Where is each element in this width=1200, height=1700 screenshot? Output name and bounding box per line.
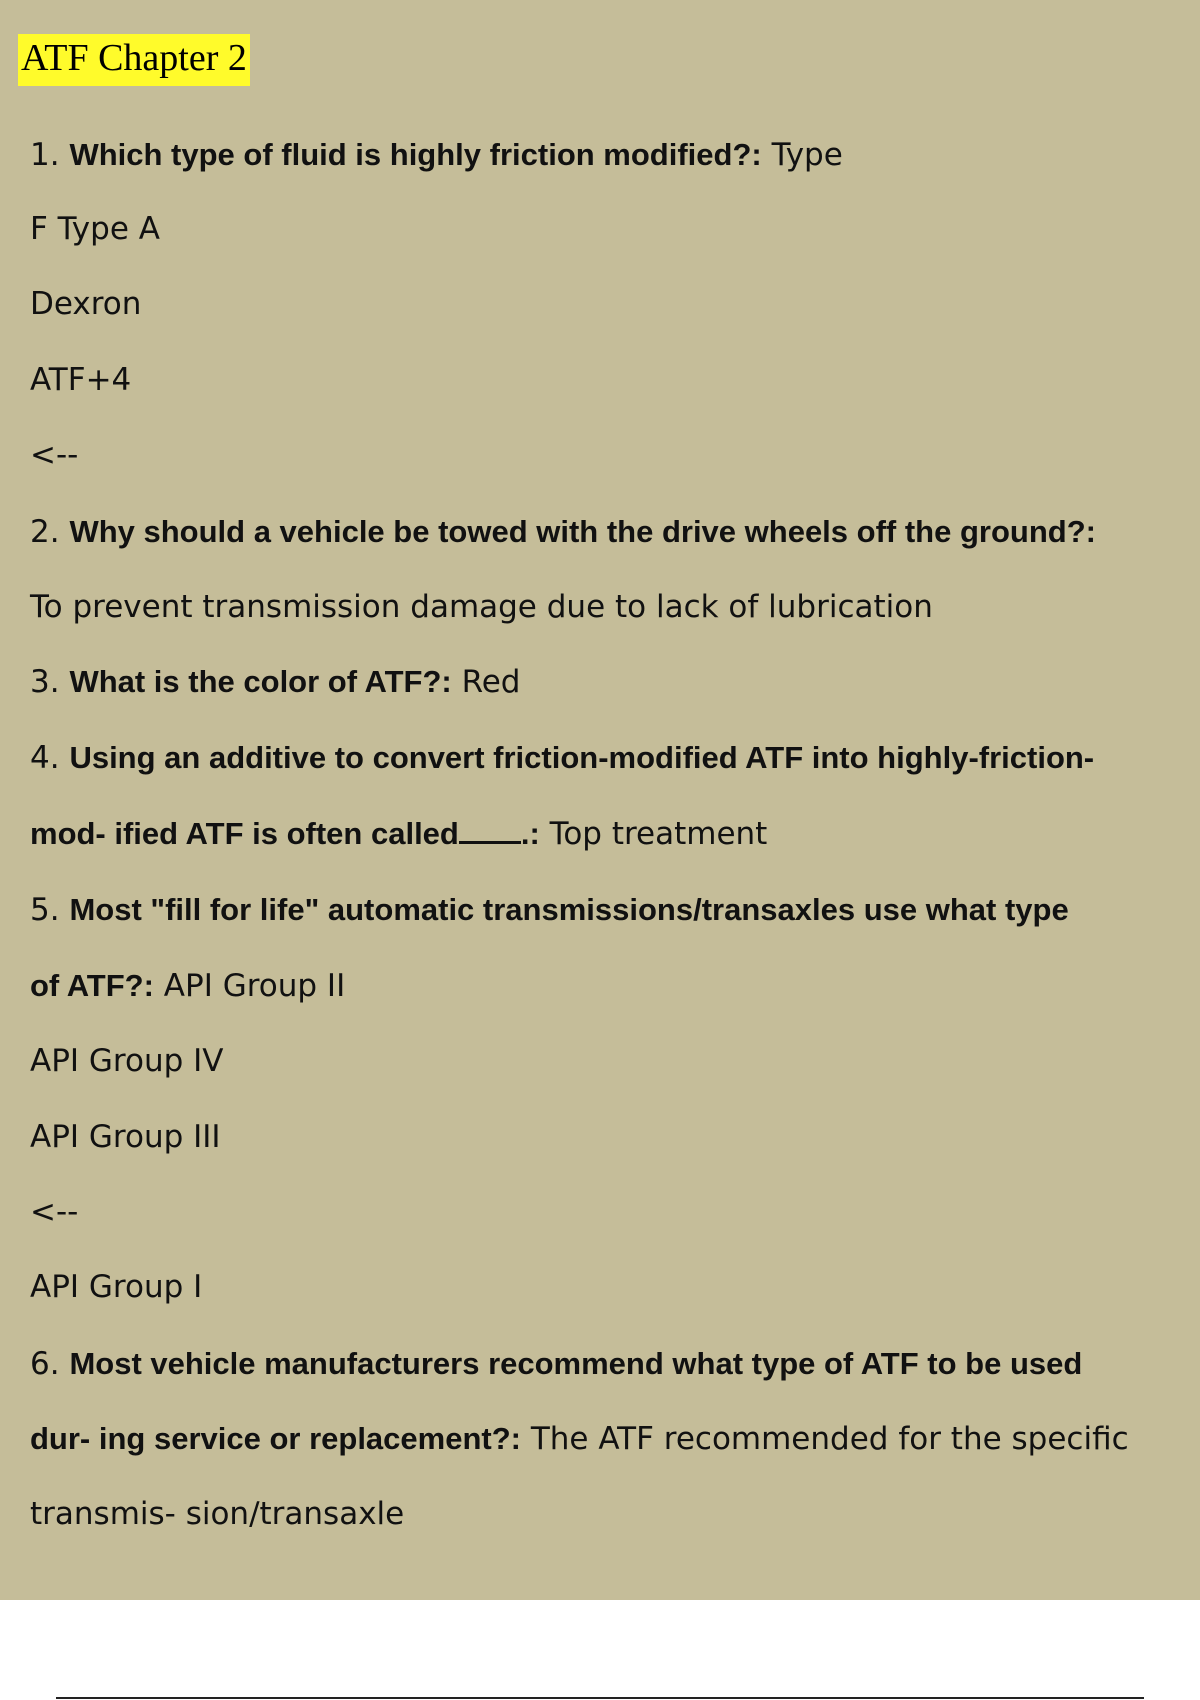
q6-question-part-1: Most vehicle manufacturers recommend what type of ATF to be used <box>69 1346 1083 1381</box>
q4-number: 4. <box>30 740 60 776</box>
q2-question-line <box>30 512 1096 552</box>
q5-question-line-1 <box>30 890 1069 930</box>
q4-question-part-2: mod- ified ATF is often called <box>30 816 459 851</box>
q5-question-part-2: of ATF?: <box>30 968 154 1003</box>
q4-question-line-2 <box>30 814 767 854</box>
q1-question: Which type of fluid is highly friction modified?: <box>69 137 762 172</box>
q5-question-line-2 <box>30 966 345 1006</box>
q3-question: What is the color of ATF?: <box>69 664 452 699</box>
page-title: ATF Chapter 2 <box>18 34 250 86</box>
q3-question-line <box>30 662 521 702</box>
q4-fill-in-blank <box>459 840 521 844</box>
q2-question: Why should a vehicle be towed with the drive wheels off the ground?: <box>69 514 1096 549</box>
q4-answer: Top treatment <box>539 816 768 852</box>
q5-question-part-1: Most "fill for life" automatic transmissions/transaxles use what type <box>69 892 1069 927</box>
q5-number: 5. <box>30 892 60 928</box>
q6-question-part-2: dur- ing service or replacement?: <box>30 1421 521 1456</box>
q6-number: 6. <box>30 1346 60 1382</box>
q5-option-1: API Group IV <box>30 1043 224 1079</box>
q1-number: 1. <box>30 137 60 173</box>
q6-answer-line-2: transmis- sion/transaxle <box>30 1496 405 1532</box>
q3-answer: Red <box>451 664 521 700</box>
q4-question-line-1 <box>30 738 1094 778</box>
q2-answer: To prevent transmission damage due to lack of lubrication <box>30 589 933 625</box>
q5-answer-start: API Group II <box>153 968 346 1004</box>
q6-question-line-1 <box>30 1344 1082 1384</box>
q1-answer-start: Type <box>761 137 843 173</box>
q4-question-part-1: Using an additive to convert friction-modified ATF into highly-friction- <box>69 740 1095 775</box>
q4-question-end: .: <box>520 816 540 851</box>
footer-divider <box>56 1697 1144 1699</box>
q1-option-1: F Type A <box>30 211 160 247</box>
q1-question-line <box>30 135 843 175</box>
q2-number: 2. <box>30 514 60 550</box>
q6-answer-start: The ATF recommended for the specific <box>520 1421 1129 1457</box>
q1-option-3: ATF+4 <box>30 362 132 398</box>
q3-number: 3. <box>30 664 60 700</box>
q5-option-3: API Group I <box>30 1269 203 1305</box>
q6-question-line-2 <box>30 1419 1129 1459</box>
q1-pointer-arrow: <-- <box>30 437 79 473</box>
q1-option-2: Dexron <box>30 286 142 322</box>
q5-option-2: API Group III <box>30 1119 221 1155</box>
q5-pointer-arrow: <-- <box>30 1194 79 1230</box>
